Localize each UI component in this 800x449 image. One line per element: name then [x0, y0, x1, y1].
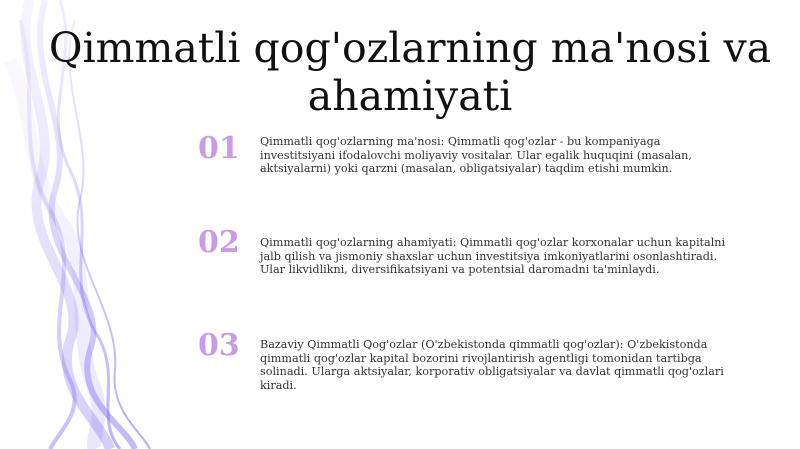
item-text: Qimmatli qog'ozlarning ahamiyati: Qimmatli qog'ozlar korxonalar uchun kapitalni jalb qilish va jismoniy shaxslar uchun investitsiya imkoniyatlarini osonlashtiradi. Ular likvidlikni, diversifikatsiyani va potentsial daromadni ta'minlaydi.: [260, 236, 726, 277]
item-number: 01: [198, 131, 240, 166]
item-number: 03: [198, 328, 240, 363]
item-text: Qimmatli qog'ozlarning ma'nosi: Qimmatli qog'ozlar - bu kompaniyaga investitsiyani ifodalovchi moliyaviy vositalar. Ular egalik huquqini (masalan, aktsiyalarni) yoki qarzni (masalan, obligatsiyalar) taqdim etishi mumkin.: [260, 135, 692, 176]
item-text: Bazaviy Qimmatli Qog'ozlar (O'zbekistonda qimmatli qog'ozlar): O'zbekistonda qimmatli qog'ozlar kapital bozorini rivojlantirish agentligi tomonidan tartibga solinadi. Ularga aktsiyalar, korporativ obligatsiyalar va davlat qimmatli qog'ozlari kiradi.: [260, 338, 724, 392]
slide-title: Qimmatli qog'ozlarning ma'nosi va ahamiyati: [48, 24, 772, 120]
item-number: 02: [198, 225, 240, 260]
